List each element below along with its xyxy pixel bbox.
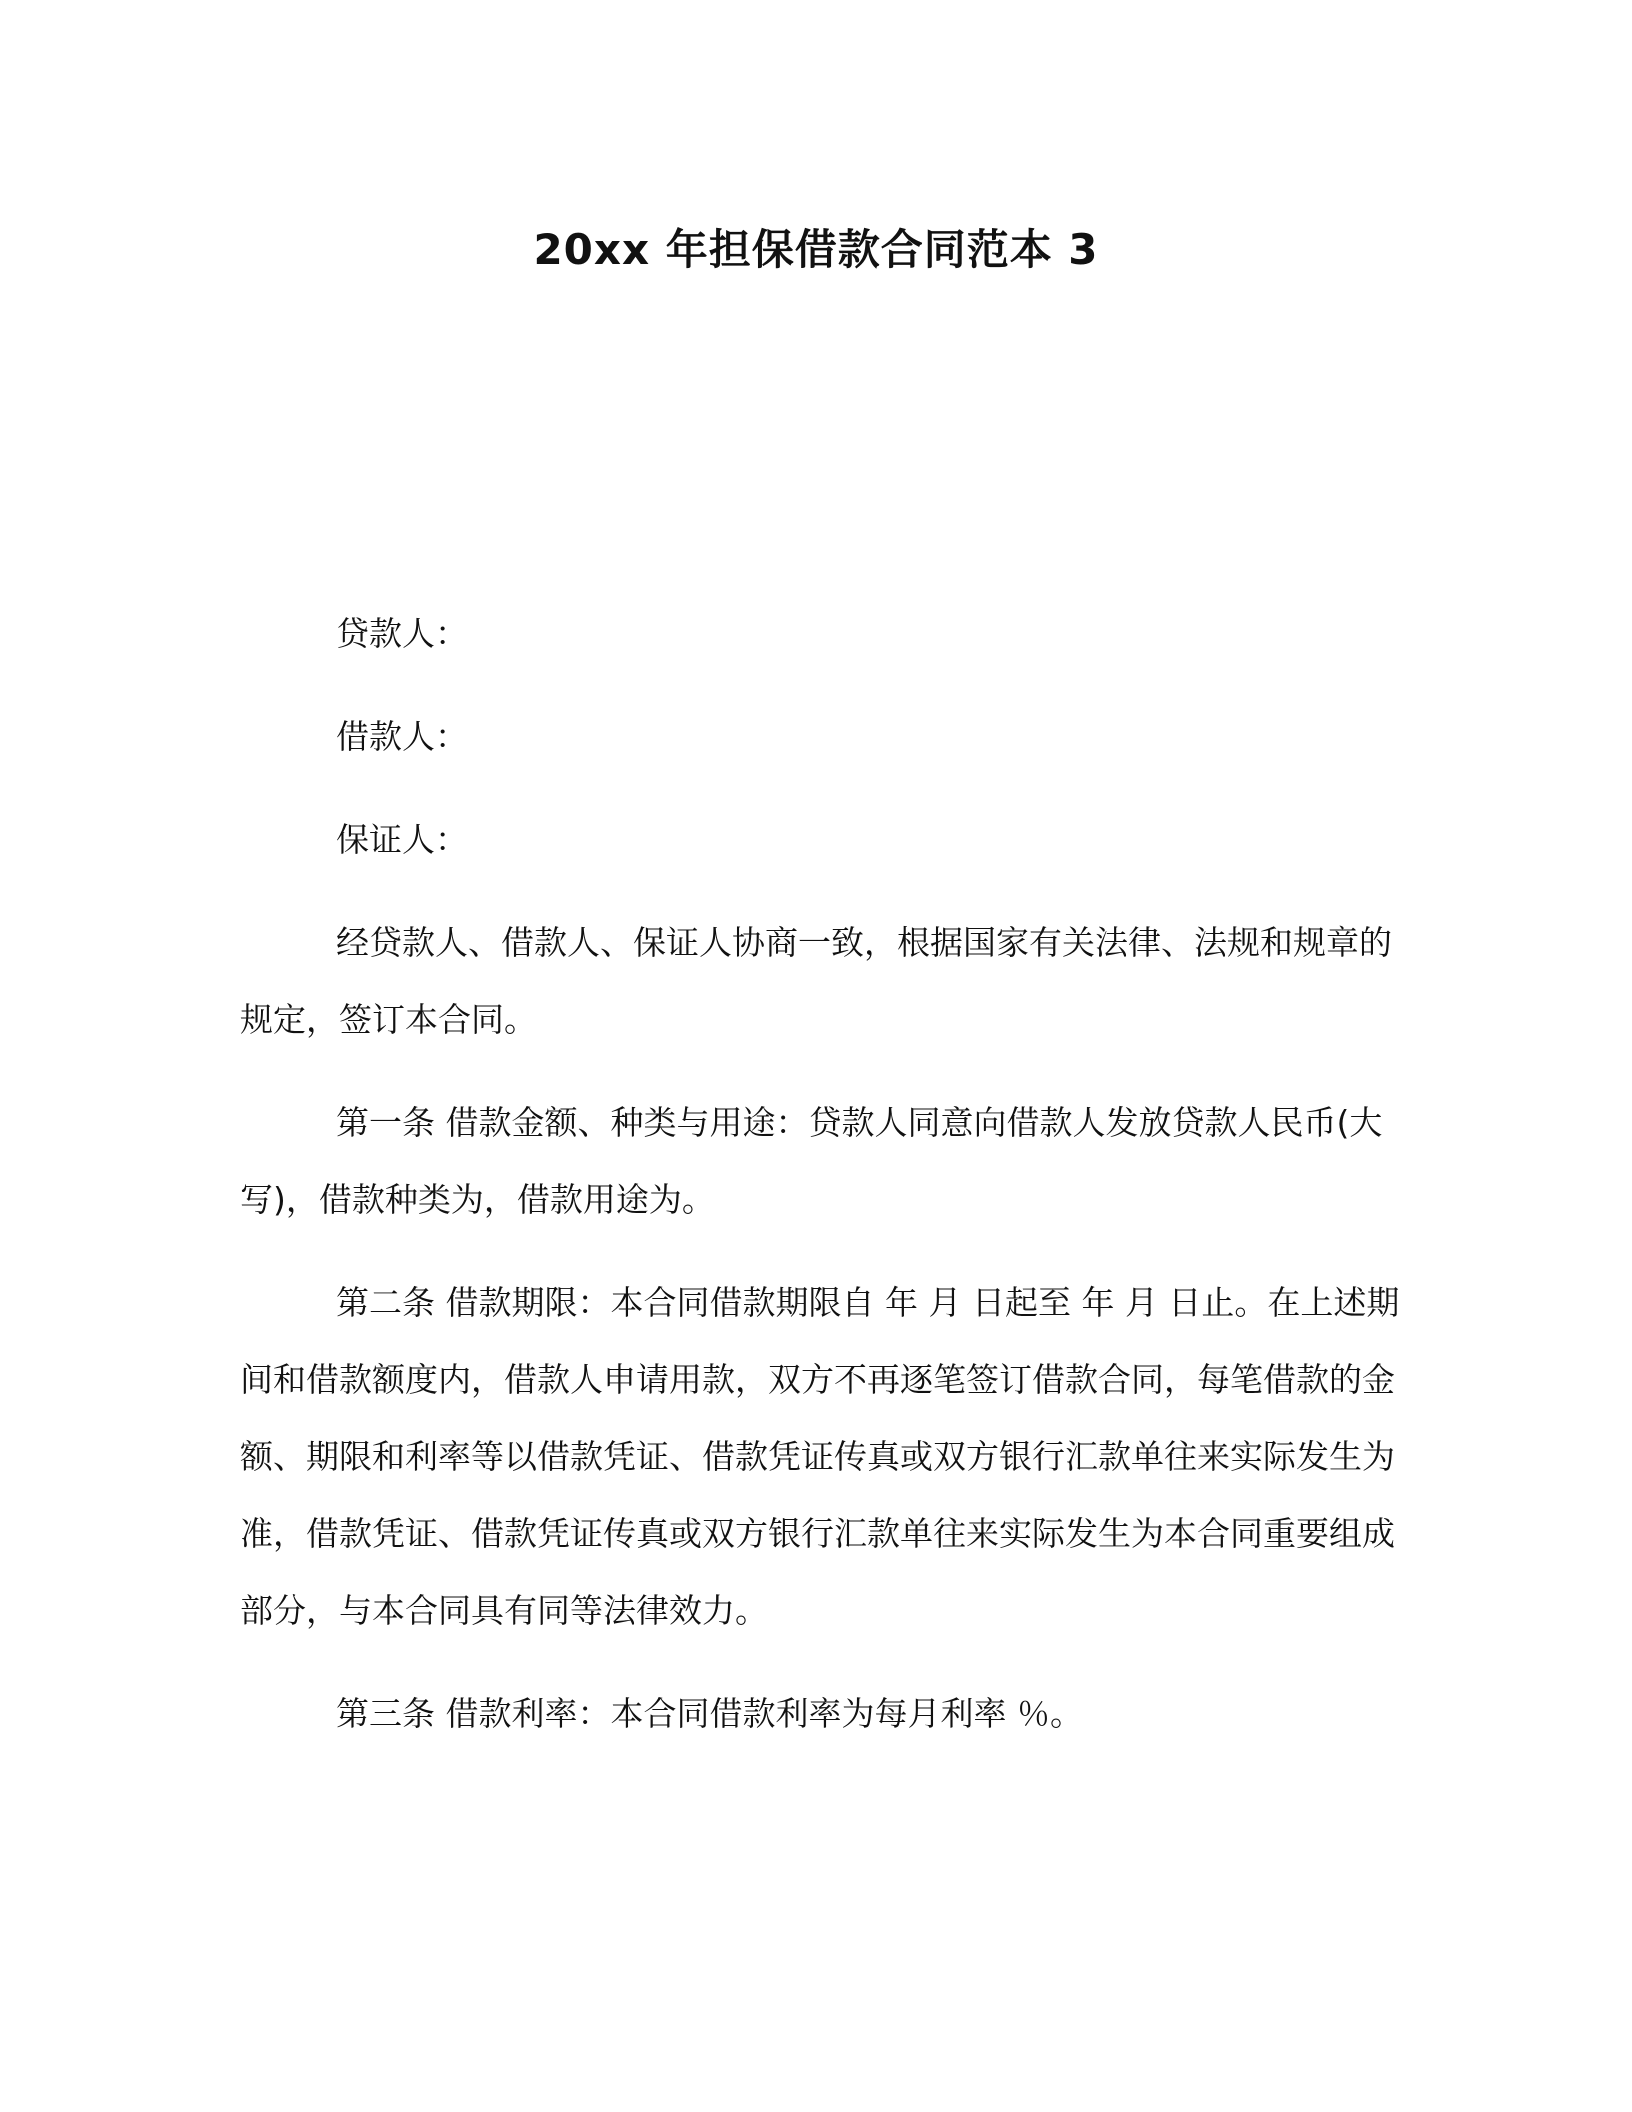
- borrower-line: 借款人：: [336, 717, 468, 756]
- document-title: 20xx 年担保借款合同范本 3: [533, 225, 1099, 274]
- intro-paragraph: 经贷款人、借款人、保证人协商一致，根据国家有关法律、法规和规章的规定，签订本合同。: [240, 923, 1392, 1039]
- article-3-paragraph: 第三条 借款利率：本合同借款利率为每月利率 ％。: [336, 1694, 1083, 1733]
- guarantor-line: 保证人：: [336, 820, 468, 859]
- document-body: [240, 595, 1400, 1778]
- article-2-paragraph: 第二条 借款期限：本合同借款期限自 年 月 日起至 年 月 日止。在上述期间和借款额度内，借款人申请用款，双方不再逐笔签订借款合同，每笔借款的金额、期限和利率等以借款凭证、借款凭证传真或双方银行汇款单往来实际发生为准，借款凭证、借款凭证传真或双方银行汇款单往来实际发生为本合同重要组成部分，与本合同具有同等法律效力。: [240, 1283, 1400, 1630]
- lender-line: 贷款人：: [336, 614, 468, 653]
- article-1-paragraph: 第一条 借款金额、种类与用途：贷款人同意向借款人发放贷款人民币(大写)，借款种类为，借款用途为。: [240, 1103, 1383, 1219]
